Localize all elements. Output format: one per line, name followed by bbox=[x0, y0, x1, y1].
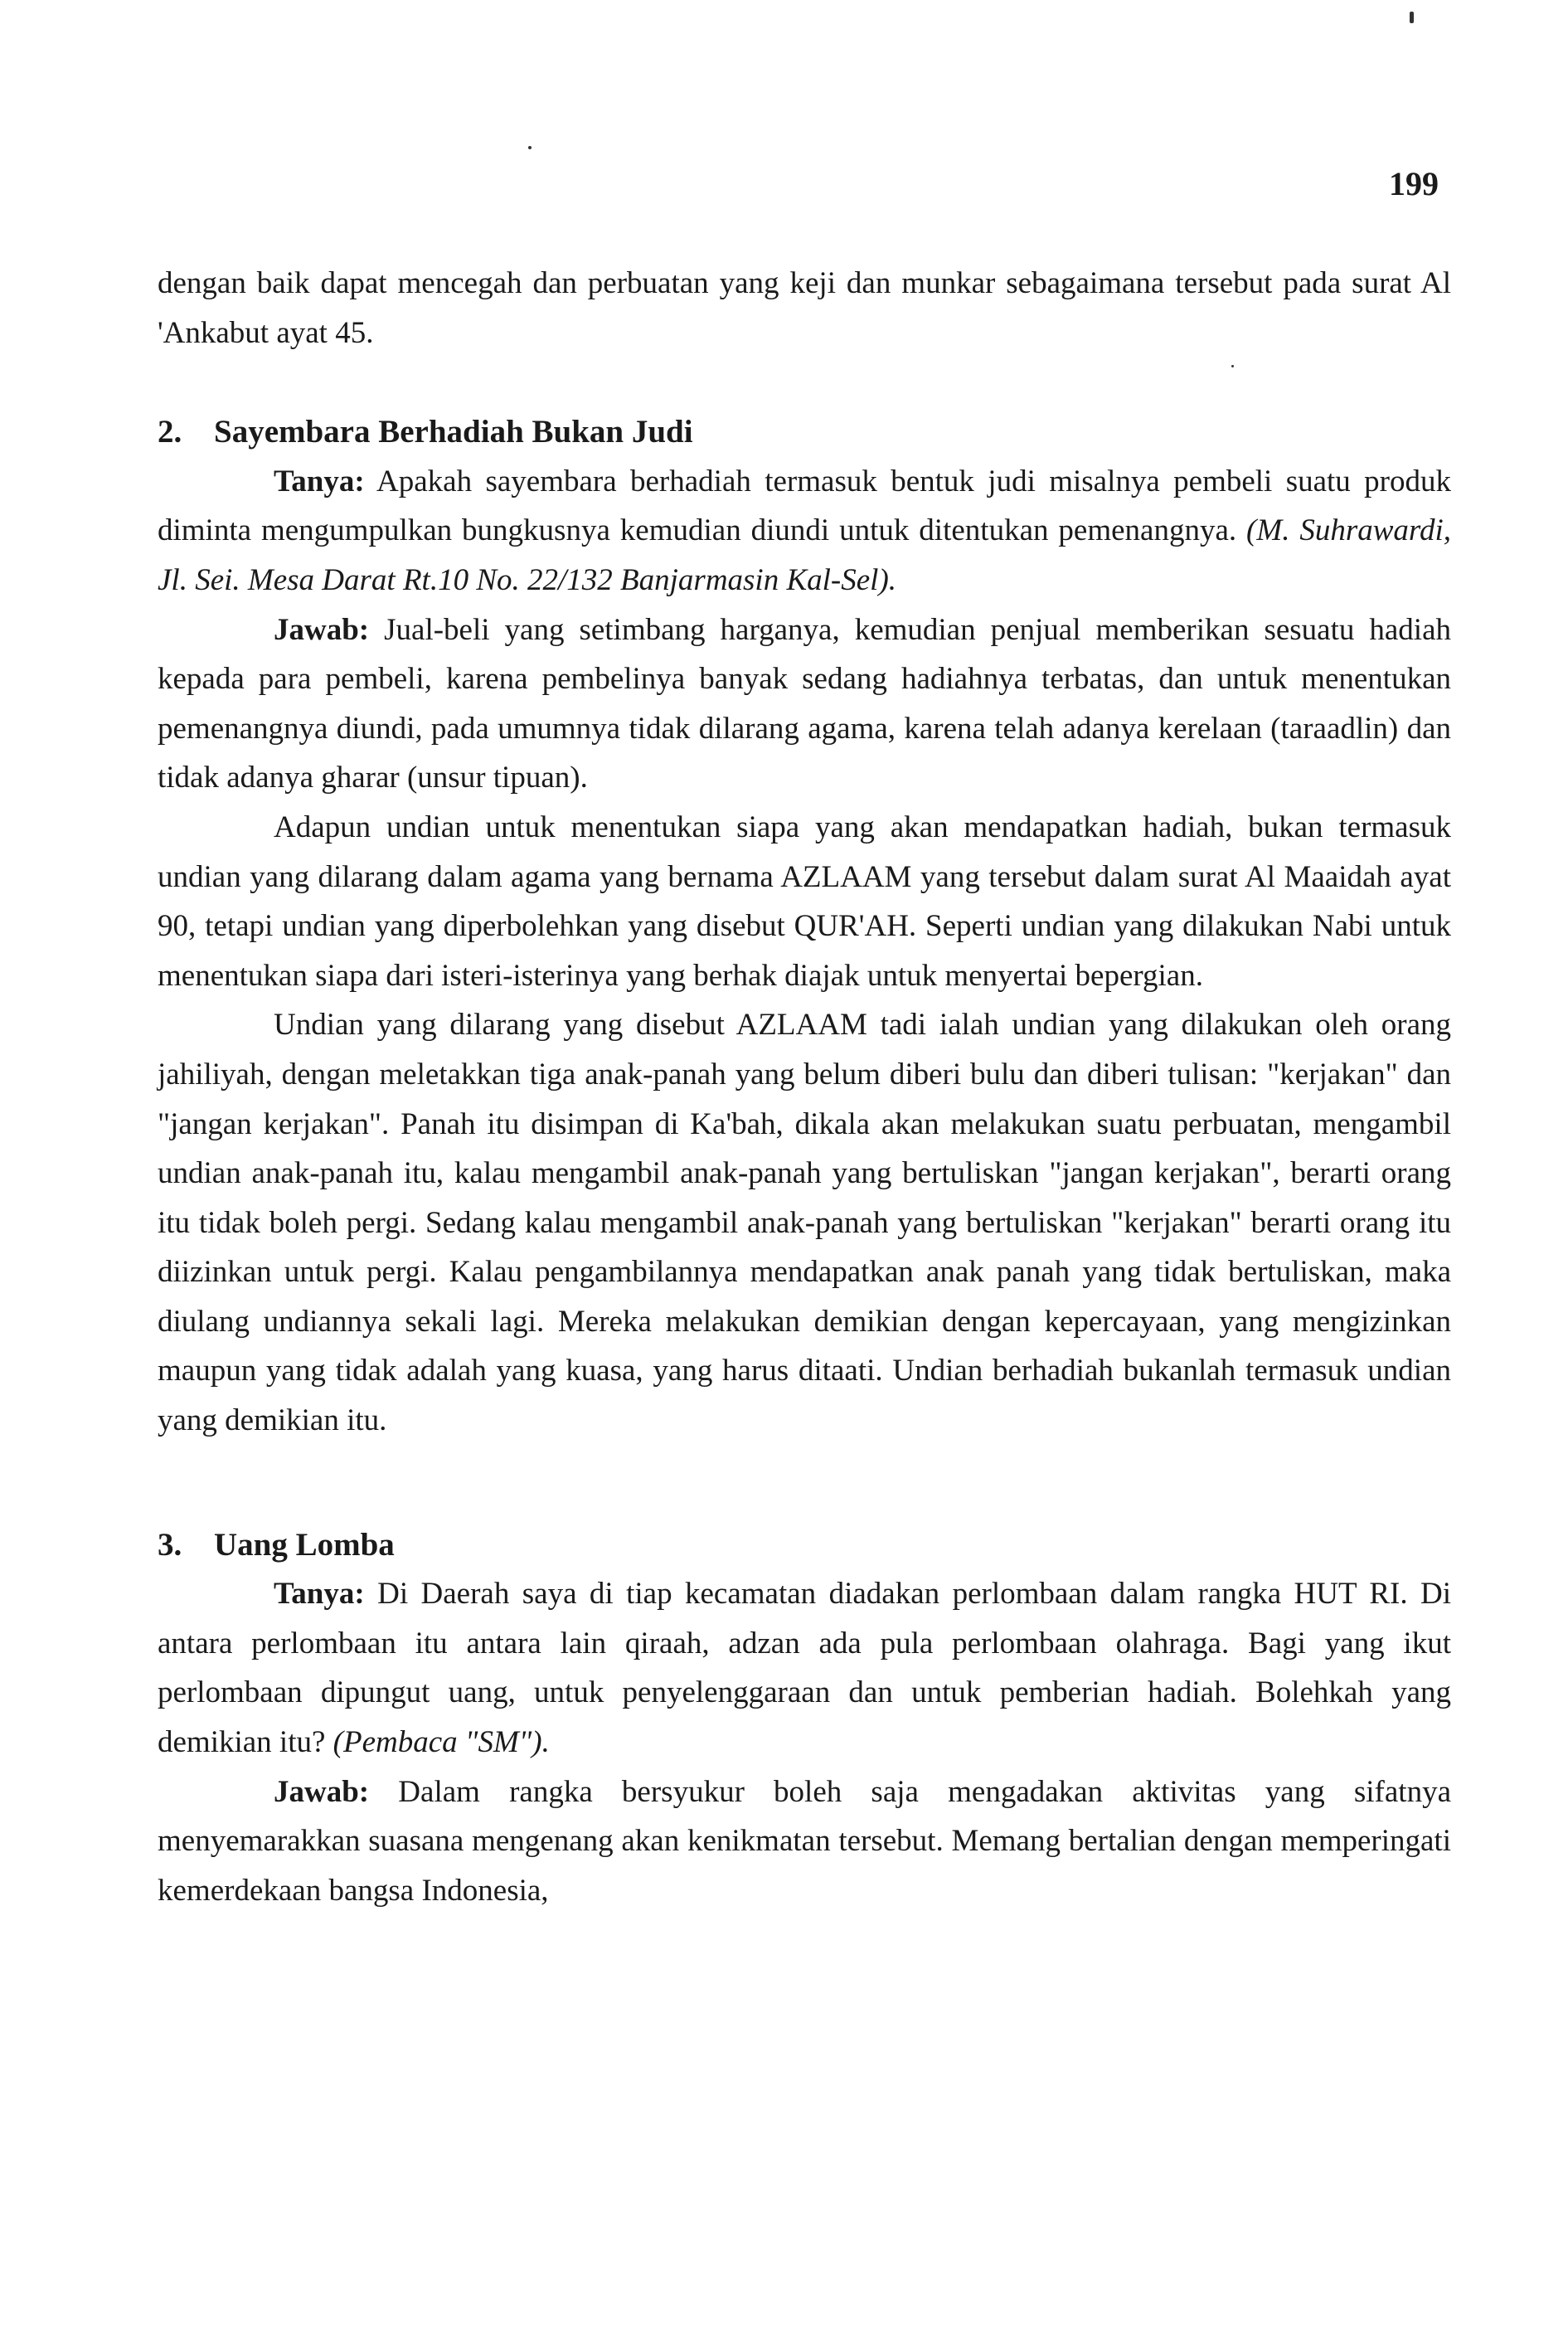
answer-label: Jawab: bbox=[274, 612, 370, 647]
section-3 bbox=[158, 1520, 1451, 1916]
scan-speck bbox=[528, 146, 532, 149]
section-heading bbox=[158, 407, 1451, 457]
answer-paragraph bbox=[158, 1767, 1451, 1916]
body-paragraph: Adapun undian untuk menentukan siapa yang akan mendapatkan hadiah, bukan termasuk undian yang dilarang dalam agama yang bernama AZLAAM yang tersebut dalam surat Al Maaidah ayat 90, tetapi undian yang diperbolehkan yang disebut QUR'AH. Seperti undian yang dilakukan Nabi untuk menentukan siapa dari isteri-isterinya yang berhak diajak untuk menyertai bepergian. bbox=[158, 810, 1451, 993]
section-2 bbox=[158, 407, 1451, 1445]
answer-text: Dalam rangka bersyukur boleh saja mengadakan aktivitas yang sifatnya menyemarakkan suasana mengenang akan kenikmatan tersebut. Memang bertalian dengan memperingati kemerdekaan bangsa Indonesia, bbox=[158, 1774, 1452, 1908]
section-heading bbox=[158, 1520, 1451, 1570]
body-paragraph: Undian yang dilarang yang disebut AZLAAM tadi ialah undian yang dilakukan oleh orang jahiliyah, dengan meletakkan tiga anak-panah yang belum diberi bulu dan diberi tulisan: "kerjakan" dan "jangan kerjakan". Panah itu disimpan di Ka'bah, dikala akan melakukan suatu perbuatan, mengambil undian anak-panah itu, kalau mengambil anak-panah yang bertuliskan "jangan kerjakan", berarti orang itu tidak boleh pergi. Sedang kalau mengambil anak-panah yang bertuliskan "kerjakan" berarti orang itu diizinkan untuk pergi. Kalau pengambilannya mendapatkan anak panah yang tidak bertuliskan, maka diulang undiannya sekali lagi. Mereka melakukan demikian dengan kepercayaan, yang mengizinkan maupun yang tidak adalah yang kuasa, yang harus ditaati. Undian berhadiah bukanlah termasuk undian yang demikian itu. bbox=[158, 1008, 1451, 1438]
section-number: 2. bbox=[158, 414, 182, 450]
question-label: Tanya: bbox=[274, 464, 365, 498]
question-text: Apakah sayembara berhadiah termasuk bentuk judi misalnya pembeli suatu produk diminta mengumpulkan bungkusnya kemudian diundi untuk ditentukan pemenangnya. bbox=[158, 464, 1451, 548]
scan-speck bbox=[1410, 12, 1414, 23]
intro-paragraph: dengan baik dapat mencegah dan perbuatan yang keji dan munkar sebagaimana tersebut pada surat Al 'Ankabut ayat 45. bbox=[158, 266, 1451, 350]
answer-text: Jual-beli yang setimbang harganya, kemudian penjual memberikan sesuatu hadiah kepada para pembeli, karena pembelinya banyak sedang hadiahnya terbatas, dan untuk menentukan pemenangnya diundi, pada umumnya tidak dilarang agama, karena telah adanya kerelaan (taraadlin) dan tidak adanya gharar (unsur tipuan). bbox=[158, 612, 1451, 795]
question-citation: (Pembaca "SM"). bbox=[333, 1725, 550, 1760]
answer-label: Jawab: bbox=[274, 1774, 370, 1809]
question-paragraph bbox=[158, 1569, 1451, 1767]
page-number: 199 bbox=[1389, 165, 1439, 202]
question-text: Di Daerah saya di tiap kecamatan diadakan perlombaan dalam rangka HUT RI. Di antara perlombaan itu antara lain qiraah, adzan ada pula perlombaan olahraga. Bagi yang ikut perlombaan dipungut uang, untuk penyelenggaraan dan untuk pemberian hadiah. Bolehkah yang demikian itu? bbox=[158, 1577, 1452, 1760]
question-citation: (M. Suhrawardi, Jl. Sei. Mesa Darat Rt.10 No. 22/132 Banjarmasin Kal-Sel). bbox=[158, 513, 1451, 597]
document-body bbox=[158, 259, 1451, 1915]
section-title: Uang Lomba bbox=[214, 1526, 395, 1563]
question-paragraph bbox=[158, 457, 1451, 605]
question-label: Tanya: bbox=[274, 1577, 365, 1612]
section-number: 3. bbox=[158, 1526, 182, 1563]
answer-paragraph bbox=[158, 605, 1451, 803]
section-title: Sayembara Berhadiah Bukan Judi bbox=[214, 414, 693, 450]
